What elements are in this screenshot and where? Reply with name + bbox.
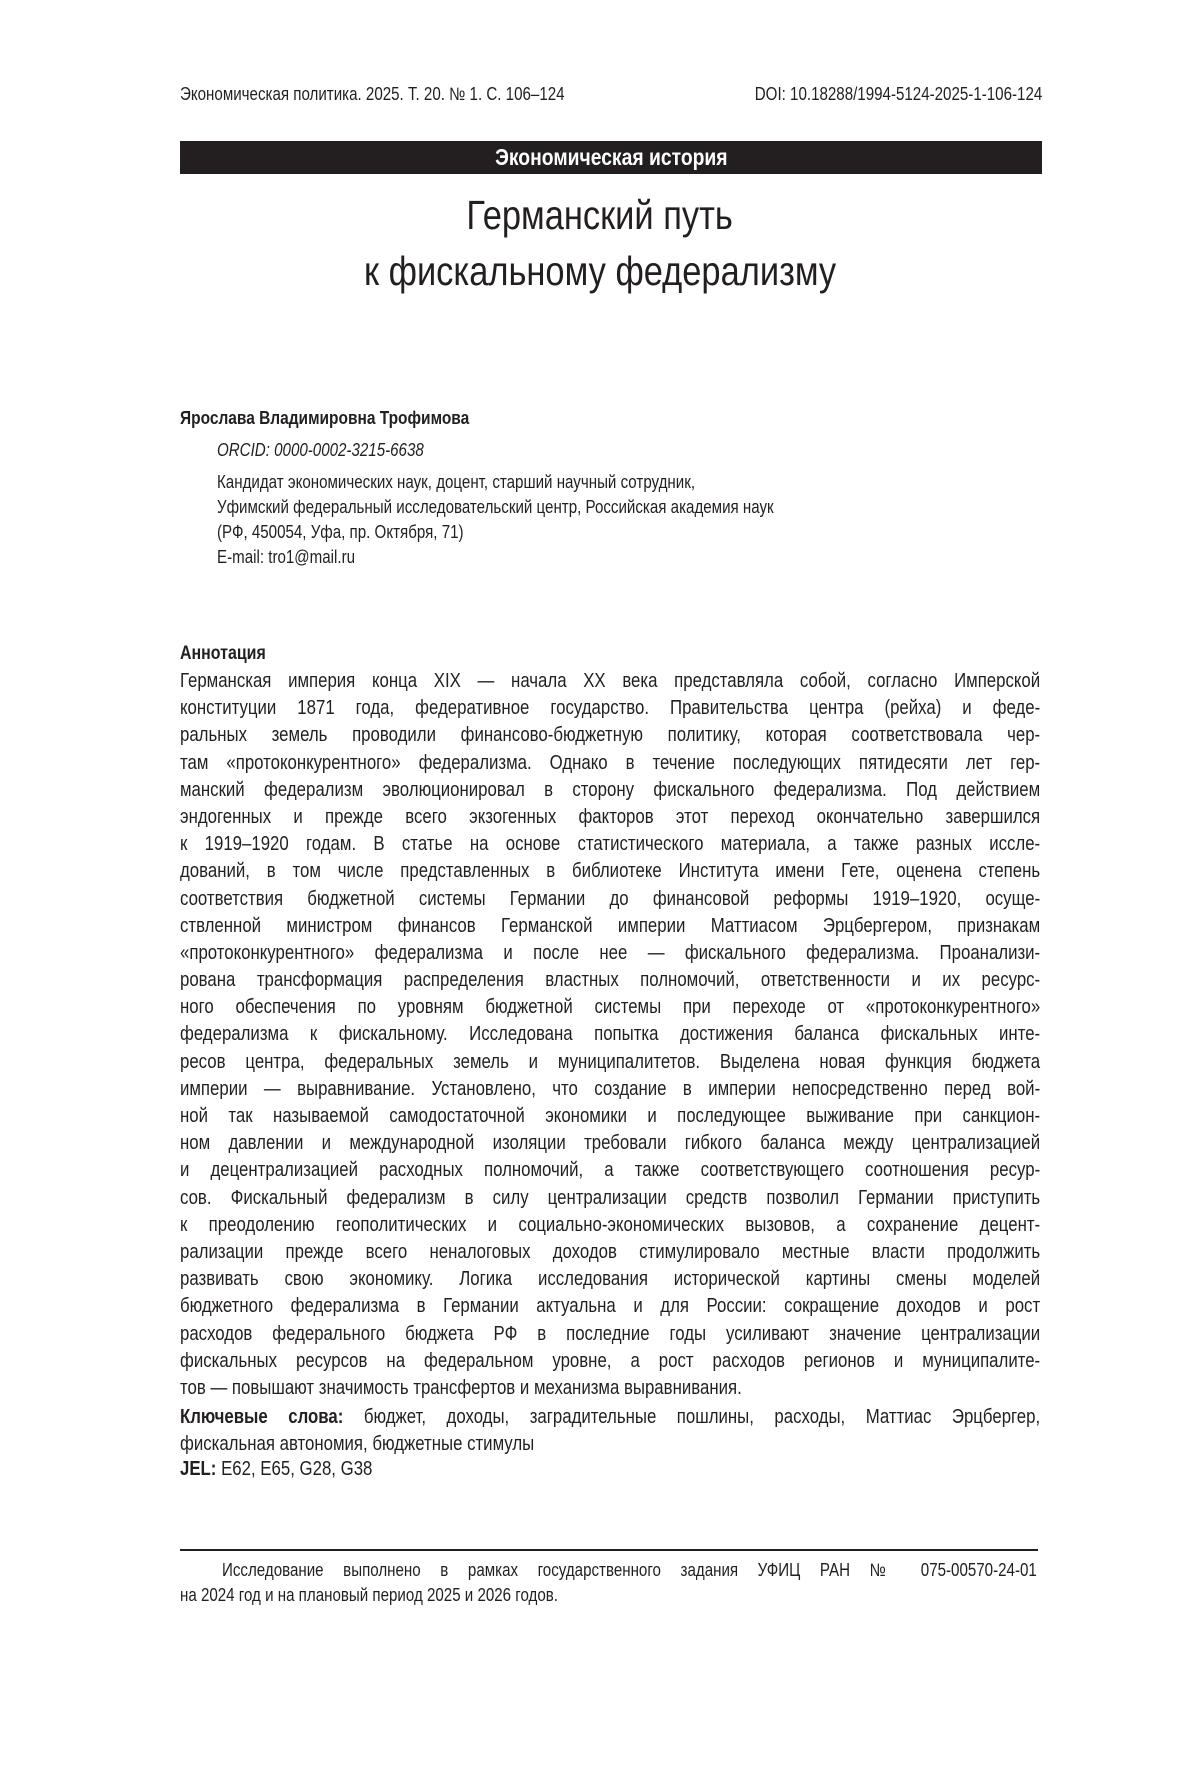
abstract-line: ресов центра, федеральных земель и муниципалитетов. Выделена новая функция бюджета xyxy=(180,1049,1040,1076)
abstract-line: ном давлении и международной изоляции требовали гибкого баланса между централизацией xyxy=(180,1130,1040,1157)
author-name: Ярослава Владимировна Трофимова xyxy=(180,408,469,429)
title-text: Германский путь xyxy=(467,190,733,240)
affiliation-line: Кандидат экономических наук, доцент, старший научный сотрудник, xyxy=(217,472,695,493)
abstract-line: дований, в том числе представленных в библиотеке Института имени Гете, оценена степень xyxy=(180,858,1040,885)
orcid: ORCID: 0000-0002-3215-6638 xyxy=(217,440,424,461)
footnote xyxy=(180,1558,1037,1608)
abstract-line: сов. Фискальный федерализм в силу централизации средств позволил Германии приступить xyxy=(180,1185,1040,1212)
jel-values: E62, E65, G28, G38 xyxy=(221,1458,372,1480)
footnote-line: на 2024 год и на плановый период 2025 и 2026 годов. xyxy=(180,1583,1037,1608)
jel-label: JEL: xyxy=(180,1458,216,1480)
affiliation-line: Уфимский федеральный исследовательский центр, Российская академия наук xyxy=(217,497,774,518)
abstract-line: расходов федерального бюджета РФ в последние годы усиливают значение централизации xyxy=(180,1321,1040,1348)
keywords-label: Ключевые слова: xyxy=(180,1406,343,1428)
abstract-line: ной так называемой самодостаточной экономики и последующее выживание при санкцион- xyxy=(180,1103,1040,1130)
keywords-text: фискальная автономия, бюджетные стимулы xyxy=(180,1431,1040,1458)
abstract-line: соответствия бюджетной системы Германии до финансовой реформы 1919–1920, осуще- xyxy=(180,886,1040,913)
abstract-line: и децентрализацией расходных полномочий, а также соответствующего соотношения ресур- xyxy=(180,1157,1040,1184)
abstract-line: бюджетного федерализма в Германии актуальна и для России: сокращение доходов и рост xyxy=(180,1293,1040,1320)
affiliation-line: (РФ, 450054, Уфа, пр. Октября, 71) xyxy=(217,522,464,543)
abstract-heading: Аннотация xyxy=(180,643,266,665)
article-title-line-2 xyxy=(0,246,1200,296)
abstract-line: федерализма к фискальному. Исследована попытка достижения баланса фискальных инте- xyxy=(180,1021,1040,1048)
abstract-line: рализации прежде всего неналоговых доходов стимулировало местные власти продолжить xyxy=(180,1239,1040,1266)
abstract-line: ствленной министром финансов Германской империи Маттиасом Эрцбергером, признакам xyxy=(180,913,1040,940)
jel-codes xyxy=(180,1458,372,1481)
abstract-line: там «протоконкурентного» федерализма. Однако в течение последующих пятидесяти лет гер- xyxy=(180,750,1040,777)
section-banner xyxy=(180,141,1042,174)
footnote-divider xyxy=(180,1549,1038,1551)
abstract-line: эндогенных и прежде всего экзогенных факторов этот переход окончательно завершился xyxy=(180,804,1040,831)
abstract-line: фискальных ресурсов на федеральном уровне, а рост расходов регионов и муниципалите- xyxy=(180,1348,1040,1375)
abstract-line: к 1919–1920 годам. В статье на основе статистического материала, а также разных иссле- xyxy=(180,831,1040,858)
abstract-line: развивать свою экономику. Логика исследования исторической картины смены моделей xyxy=(180,1266,1040,1293)
abstract-line: ного обеспечения по уровням бюджетной системы при переходе от «протоконкурентного» xyxy=(180,994,1040,1021)
footnote-line: Исследование выполнено в рамках государственного задания УФИЦ РАН № 075-00570-24-01 xyxy=(180,1558,1037,1583)
abstract-line: манский федерализм эволюционировал в сторону фискального федерализма. Под действием xyxy=(180,777,1040,804)
journal-reference: Экономическая политика. 2025. Т. 20. № 1. С. 106–124 xyxy=(180,84,565,105)
abstract-line: Германская империя конца XIX — начала XX века представляла собой, согласно Имперской xyxy=(180,668,1040,695)
title-text: к фискальному федерализму xyxy=(364,246,836,296)
keywords xyxy=(180,1404,1040,1458)
abstract-line: к преодолению геополитических и социально-экономических вызовов, а сохранение децент- xyxy=(180,1212,1040,1239)
section-title: Экономическая история xyxy=(495,141,727,174)
abstract-line: рована трансформация распределения властных полномочий, ответственности и их ресурс- xyxy=(180,967,1040,994)
abstract-body xyxy=(180,668,1040,1402)
keywords-text: бюджет, доходы, заградительные пошлины, расходы, Маттиас Эрцбергер, xyxy=(364,1406,1040,1428)
abstract-line: «протоконкурентного» федерализма и после нее — фискального федерализма. Проанализи- xyxy=(180,940,1040,967)
article-title-line-1 xyxy=(0,190,1200,240)
abstract-line: конституции 1871 года, федеративное государство. Правительства центра (рейха) и феде- xyxy=(180,695,1040,722)
abstract-line: тов — повышают значимость трансфертов и механизма выравнивания. xyxy=(180,1375,1040,1402)
email: E-mail: tro1@mail.ru xyxy=(217,547,355,568)
abstract-line: ральных земель проводили финансово-бюджетную политику, которая соответствовала чер- xyxy=(180,722,1040,749)
doi: DOI: 10.18288/1994-5124-2025-1-106-124 xyxy=(754,84,1042,105)
abstract-line: империи — выравнивание. Установлено, что создание в империи непосредственно перед вой- xyxy=(180,1076,1040,1103)
